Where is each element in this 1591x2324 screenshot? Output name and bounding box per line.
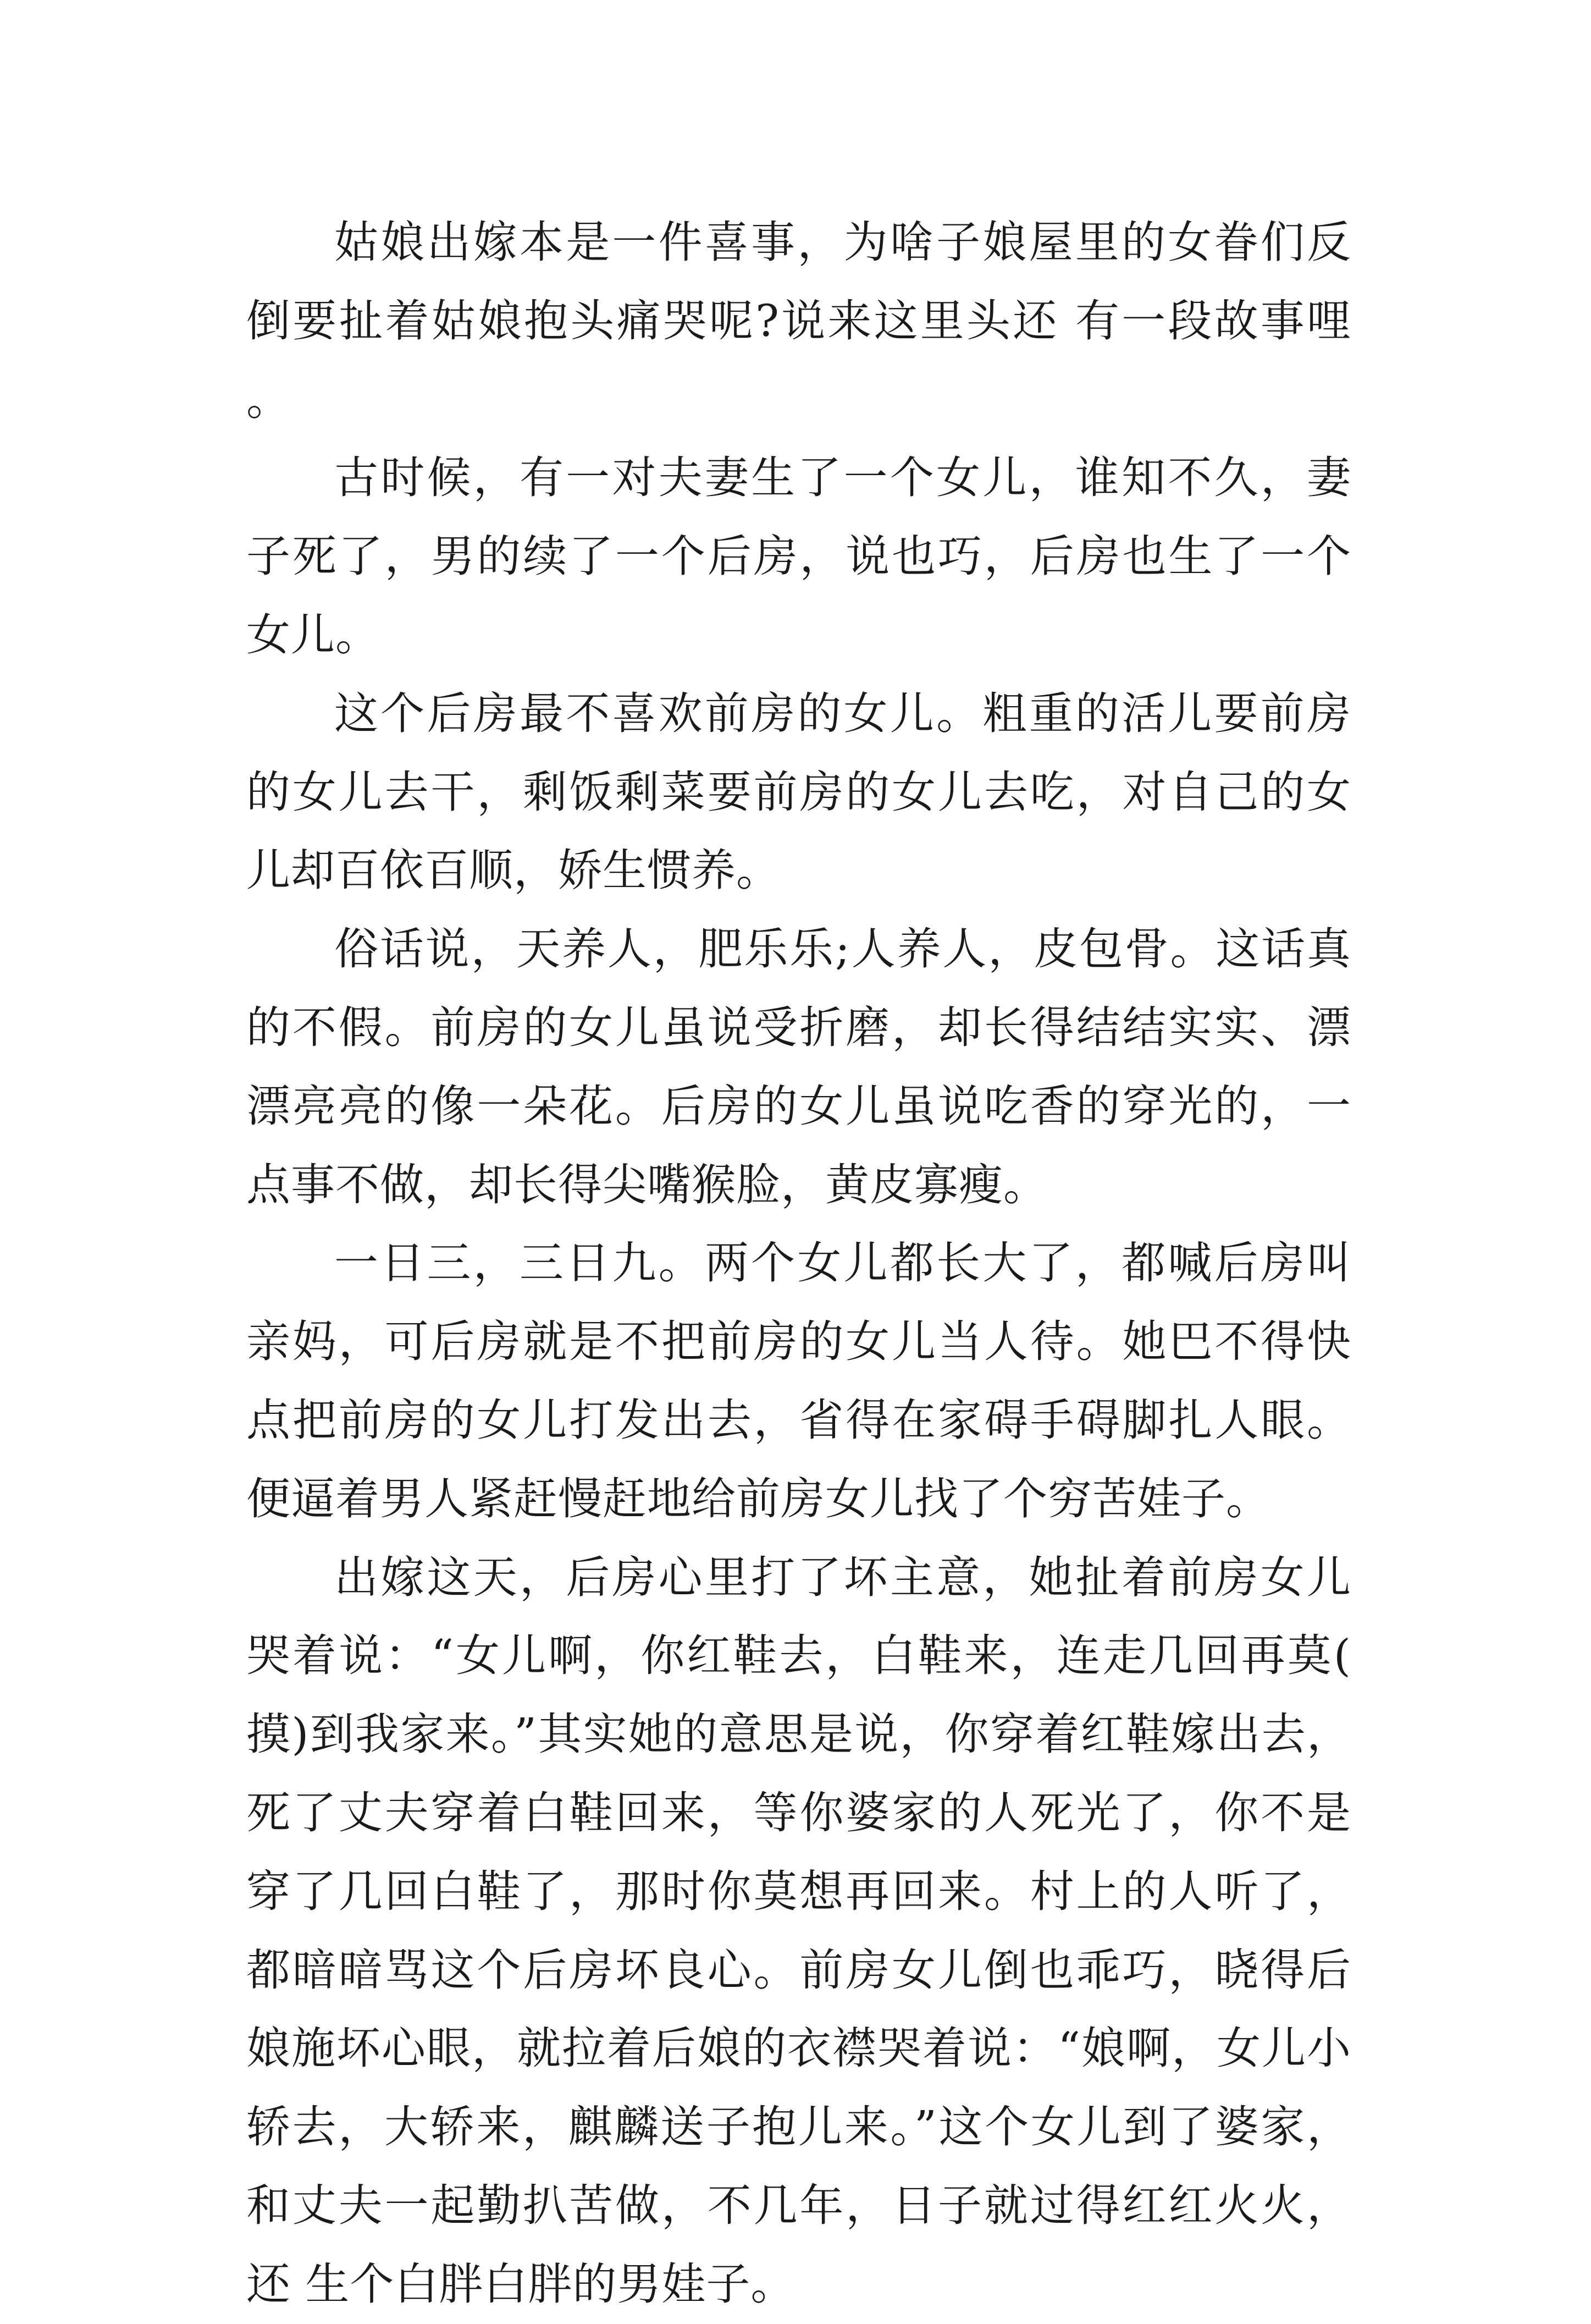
paragraph-6: 出嫁这天，后房心里打了坏主意，她扯着前房女儿哭着说：“女儿啊，你红鞋去，白鞋来，连走几回再莫(摸)到我家来。”其实她的意思是说，你穿着红鞋嫁出去，死了丈夫穿着白鞋回来，等你婆家的人死光了，你不是穿了几回白鞋了，那时你莫想再回来。村上的人听了，都暗暗骂这个后房坏良心。前房女儿倒也乖巧，晓得后娘施坏心眼，就拉着后娘的衣襟哭着说：“娘啊，女儿小轿去，大轿来，麒麟送子抱儿来。”这个女儿到了婆家，和丈夫一起勤扒苦做，不几年，日子就过得红红火火，还 生个白胖白胖的男娃子。 [246,1551,1351,2310]
paragraph-3: 这个后房最不喜欢前房的女儿。粗重的活儿要前房的女儿去干，剩饭剩菜要前房的女儿去吃，对自己的女儿却百依百顺，娇生惯养。 [246,687,1351,896]
paragraph-2: 古时候，有一对夫妻生了一个女儿，谁知不久，妻子死了，男的续了一个后房，说也巧，后房也生了一个女儿。 [246,452,1351,660]
paragraph-1: 姑娘出嫁本是一件喜事，为啥子娘屋里的女眷们反倒要扯着姑娘抱头痛哭呢?说来这里头还 有一段故事哩。 [246,217,1351,425]
paragraph-4: 俗话说，天养人，肥乐乐;人养人，皮包骨。这话真的不假。前房的女儿虽说受折磨，却长得结结实实、漂漂亮亮的像一朵花。后房的女儿虽说吃香的穿光的，一点事不做，却长得尖嘴猴脸，黄皮寡瘦。 [246,923,1351,1210]
paragraph-5: 一日三，三日九。两个女儿都长大了，都喊后房叫亲妈，可后房就是不把前房的女儿当人待。她巴不得快点把前房的女儿打发出去，省得在家碍手碍脚扎人眼。便逼着男人紧赶慢赶地给前房女儿找了个穷苦娃子。 [246,1237,1351,1524]
story-text [246,203,1351,2324]
